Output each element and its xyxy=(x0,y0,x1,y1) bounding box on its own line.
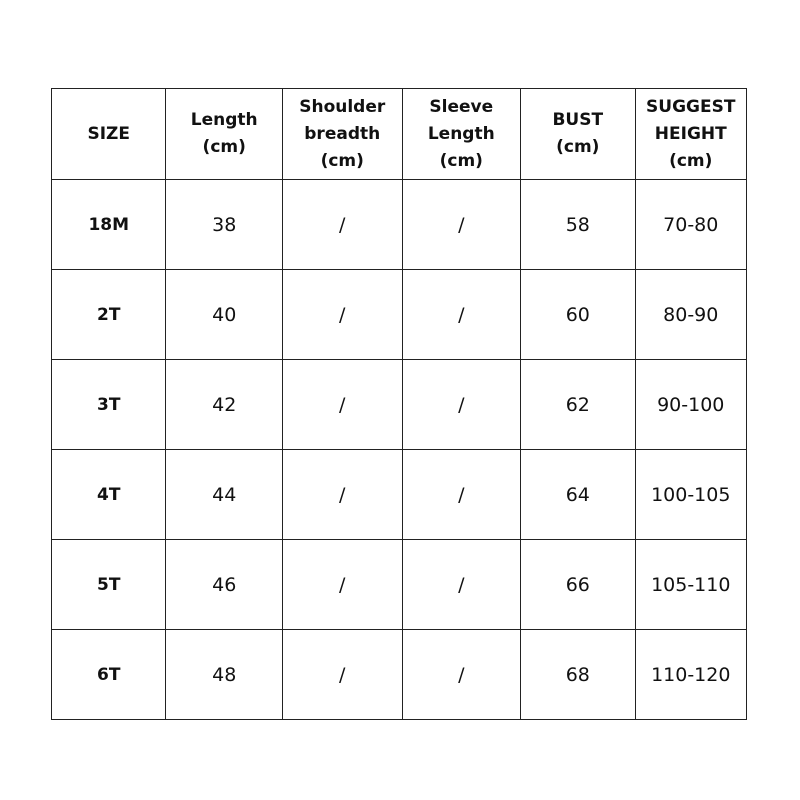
cell-size: 4T xyxy=(52,450,166,540)
cell-size: 3T xyxy=(52,360,166,450)
cell-sleeve-length: / xyxy=(402,450,521,540)
cell-size: 2T xyxy=(52,270,166,360)
cell-bust: 60 xyxy=(521,270,635,360)
header-sleeve-line-2: Length xyxy=(427,123,495,144)
table-row xyxy=(52,360,747,450)
cell-shoulder-breadth: / xyxy=(282,180,402,270)
table-row xyxy=(52,180,747,270)
cell-sleeve-length: / xyxy=(402,270,521,360)
cell-length: 46 xyxy=(166,540,283,630)
header-size xyxy=(52,89,166,180)
cell-shoulder-breadth: / xyxy=(282,360,402,450)
header-shoulder-line-3: (cm) xyxy=(320,150,364,171)
header-length-line-2: (cm) xyxy=(202,137,246,157)
header-bust-line-2: (cm) xyxy=(556,137,600,157)
cell-bust: 66 xyxy=(521,540,635,630)
header-shoulder-line-1: Shoulder xyxy=(299,96,386,117)
header-row xyxy=(52,89,747,180)
cell-length: 38 xyxy=(166,180,283,270)
table-row xyxy=(52,630,747,720)
header-height-line-1: SUGGEST xyxy=(646,96,736,117)
cell-shoulder-breadth: / xyxy=(282,540,402,630)
header-shoulder-breadth xyxy=(282,89,402,180)
cell-length: 42 xyxy=(166,360,283,450)
table-row xyxy=(52,270,747,360)
cell-shoulder-breadth: / xyxy=(282,630,402,720)
header-length-line-1: Length xyxy=(190,110,258,130)
cell-size: 5T xyxy=(52,540,166,630)
cell-shoulder-breadth: / xyxy=(282,270,402,360)
cell-shoulder-breadth: / xyxy=(282,450,402,540)
cell-suggest-height: 100-105 xyxy=(635,450,746,540)
header-length xyxy=(166,89,283,180)
cell-sleeve-length: / xyxy=(402,630,521,720)
size-chart-header xyxy=(52,89,747,180)
cell-sleeve-length: / xyxy=(402,360,521,450)
cell-size: 18M xyxy=(52,180,166,270)
cell-suggest-height: 105-110 xyxy=(635,540,746,630)
header-height-line-2: HEIGHT xyxy=(654,123,727,144)
header-sleeve-line-3: (cm) xyxy=(439,150,483,171)
cell-suggest-height: 80-90 xyxy=(635,270,746,360)
header-sleeve-length xyxy=(402,89,521,180)
table-row xyxy=(52,450,747,540)
table-row xyxy=(52,540,747,630)
header-bust-line-1: BUST xyxy=(552,110,604,130)
header-bust xyxy=(521,89,635,180)
header-shoulder-line-2: breadth xyxy=(304,123,381,144)
cell-sleeve-length: / xyxy=(402,540,521,630)
cell-suggest-height: 90-100 xyxy=(635,360,746,450)
cell-suggest-height: 70-80 xyxy=(635,180,746,270)
cell-bust: 64 xyxy=(521,450,635,540)
size-chart-table xyxy=(51,88,747,720)
cell-bust: 68 xyxy=(521,630,635,720)
header-suggest-height xyxy=(635,89,746,180)
cell-length: 44 xyxy=(166,450,283,540)
cell-suggest-height: 110-120 xyxy=(635,630,746,720)
header-size-line-1: SIZE xyxy=(87,123,130,144)
cell-sleeve-length: / xyxy=(402,180,521,270)
cell-bust: 62 xyxy=(521,360,635,450)
header-height-line-3: (cm) xyxy=(669,150,713,171)
cell-length: 48 xyxy=(166,630,283,720)
header-sleeve-line-1: Sleeve xyxy=(429,96,494,117)
cell-length: 40 xyxy=(166,270,283,360)
cell-size: 6T xyxy=(52,630,166,720)
size-chart-body xyxy=(52,180,747,720)
cell-bust: 58 xyxy=(521,180,635,270)
